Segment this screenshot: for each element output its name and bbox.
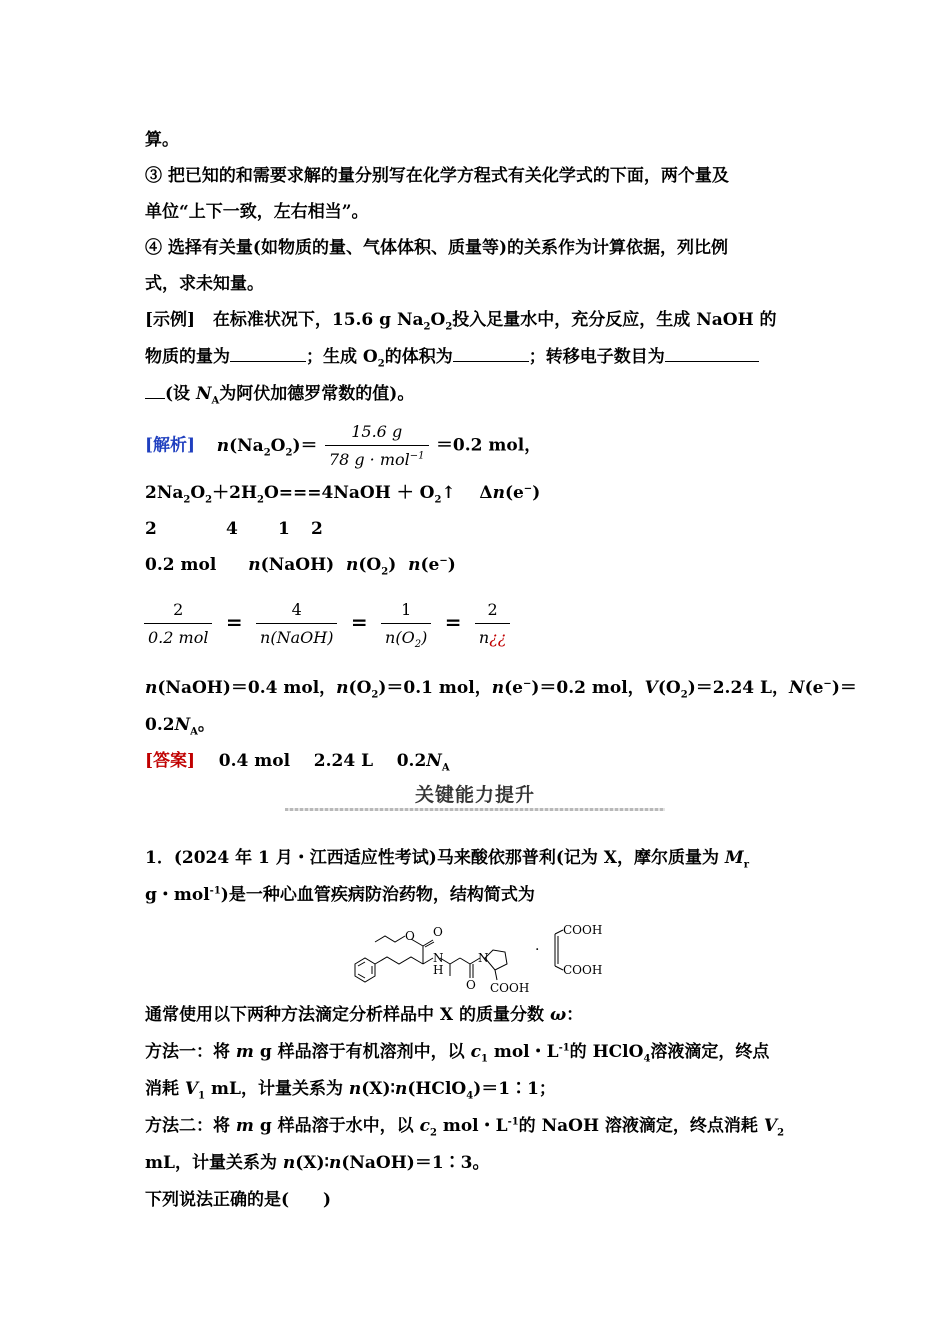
answer-blank[interactable]	[665, 345, 759, 362]
atom-label: N	[433, 951, 444, 965]
coefficient: 4	[226, 519, 238, 539]
atom-label: O	[466, 978, 476, 992]
atom-label: COOH	[490, 981, 530, 992]
question-1-line-2: g・mol$^{-1}$)是一种心血管疾病防治药物，结构简式为	[145, 885, 535, 905]
text-line: ④ 选择有关量(如物质的量、气体体积、质量等)的关系作为计算依据，列比例	[145, 238, 729, 258]
results-line-1: n(NaOH)＝0.4 mol，$n(O_2)=0.1$ mol，n(e−)＝0.2 mol，$V(O_2)=2.24$ L，N(e−)＝	[145, 678, 857, 701]
answer-blank[interactable]	[230, 345, 306, 362]
atom-label: O	[433, 925, 443, 939]
atom-label: O	[405, 929, 415, 943]
example-tag: [示例]	[145, 310, 196, 330]
answer-blank[interactable]	[453, 345, 529, 362]
text-line: ③ 把已知的和需要求解的量分别写在化学方程式有关化学式的下面，两个量及	[145, 166, 729, 186]
method-2-line-2: mL，计量关系为 n(X)∶n(NaOH)＝1∶3。	[145, 1153, 490, 1173]
method-1-line-1: 方法一：将 m g 样品溶于有机溶剂中，以 $c_1$ mol・$L^{-1}$的 HClO$_4$溶液滴定，终点	[145, 1042, 770, 1065]
example-line-3: (设 $N_A$为阿伏加德罗常数的值)。	[145, 382, 414, 406]
atom-label: ·	[535, 942, 540, 958]
atom-label: H	[433, 963, 444, 977]
section-banner	[285, 780, 665, 812]
question-1-line-1: 1．(2024 年 1 月・江西适应性考试)马来酸依那普利(记为 X，摩尔质量为 $M_r$	[145, 848, 749, 871]
mass-fraction: $\frac{15.6 g}{78 g \cdot mol^{-1}}$	[325, 420, 429, 472]
section-title: 关键能力提升	[414, 784, 535, 806]
text-line: 单位“上下一致，左右相当”。	[145, 202, 369, 222]
analysis-tag: [解析]	[145, 435, 196, 456]
structure-bonds	[355, 930, 563, 982]
text-line: 式，求未知量。	[145, 274, 264, 294]
atom-label: COOH	[563, 963, 603, 977]
atom-label: N	[478, 951, 489, 965]
results-line-2: $0.2N_A$。	[145, 715, 215, 738]
example-line-2: 物质的量为 ；生成 $O_2$的体积为 ；转移电子数目为	[145, 345, 759, 369]
coefficient: 2	[145, 519, 157, 539]
amounts-row: 0.2 mol n(NaOH) $n(O_2)$ n(e−)	[145, 555, 456, 578]
answer-tag: [答案]	[145, 751, 196, 771]
banner-underline	[285, 808, 665, 811]
method-2-line-1: 方法二：将 m g 样品溶于水中，以 $c_2$ mol・$L^{-1}$的 NaOH 溶液滴定，终点消耗 $V_2$	[145, 1116, 785, 1139]
answer-line: [答案] 0.4 mol 2.24 L $0.2N_A$	[145, 751, 450, 774]
text-line: 算。	[145, 130, 179, 150]
analysis-line: [解析] $n(Na_2O_2)=$ $\frac{15.6 g}{78 g \cdot mol^{-1}}$ ＝0.2 mol，	[145, 420, 541, 472]
example-line-1: [示例] 在标准状况下，15.6 g $Na_2O_2$投入足量水中，充分反应，生成 NaOH 的	[145, 310, 777, 333]
coefficient: 2	[311, 519, 323, 539]
text-line: 通常使用以下两种方法滴定分析样品中 X 的质量分数 ω：	[145, 1005, 584, 1025]
method-1-line-2: 消耗 $V_1$ mL，计量关系为 n(X)∶n(HClO$_4$)＝1∶1；	[145, 1079, 556, 1102]
coefficient: 1	[278, 519, 290, 539]
atom-label: COOH	[563, 923, 603, 937]
ratio-equation: $\frac{2}{\text{0.2 mol}}$ = $\frac{4}{\text{n(NaOH)}}$ = $\frac{1}{n(O_2)}$ = $\frac{2}{n¿¿}$	[142, 598, 512, 650]
structure-atoms	[405, 923, 602, 992]
question-prompt: 下列说法正确的是( )	[145, 1190, 332, 1210]
reaction-equation: $2Na_2O_2+2H_2O===4NaOH$ ＋ $O_2↑$ Δn(e−)	[145, 483, 541, 506]
answer-blank[interactable]	[145, 382, 165, 399]
enalapril-maleate-structure	[345, 912, 610, 992]
